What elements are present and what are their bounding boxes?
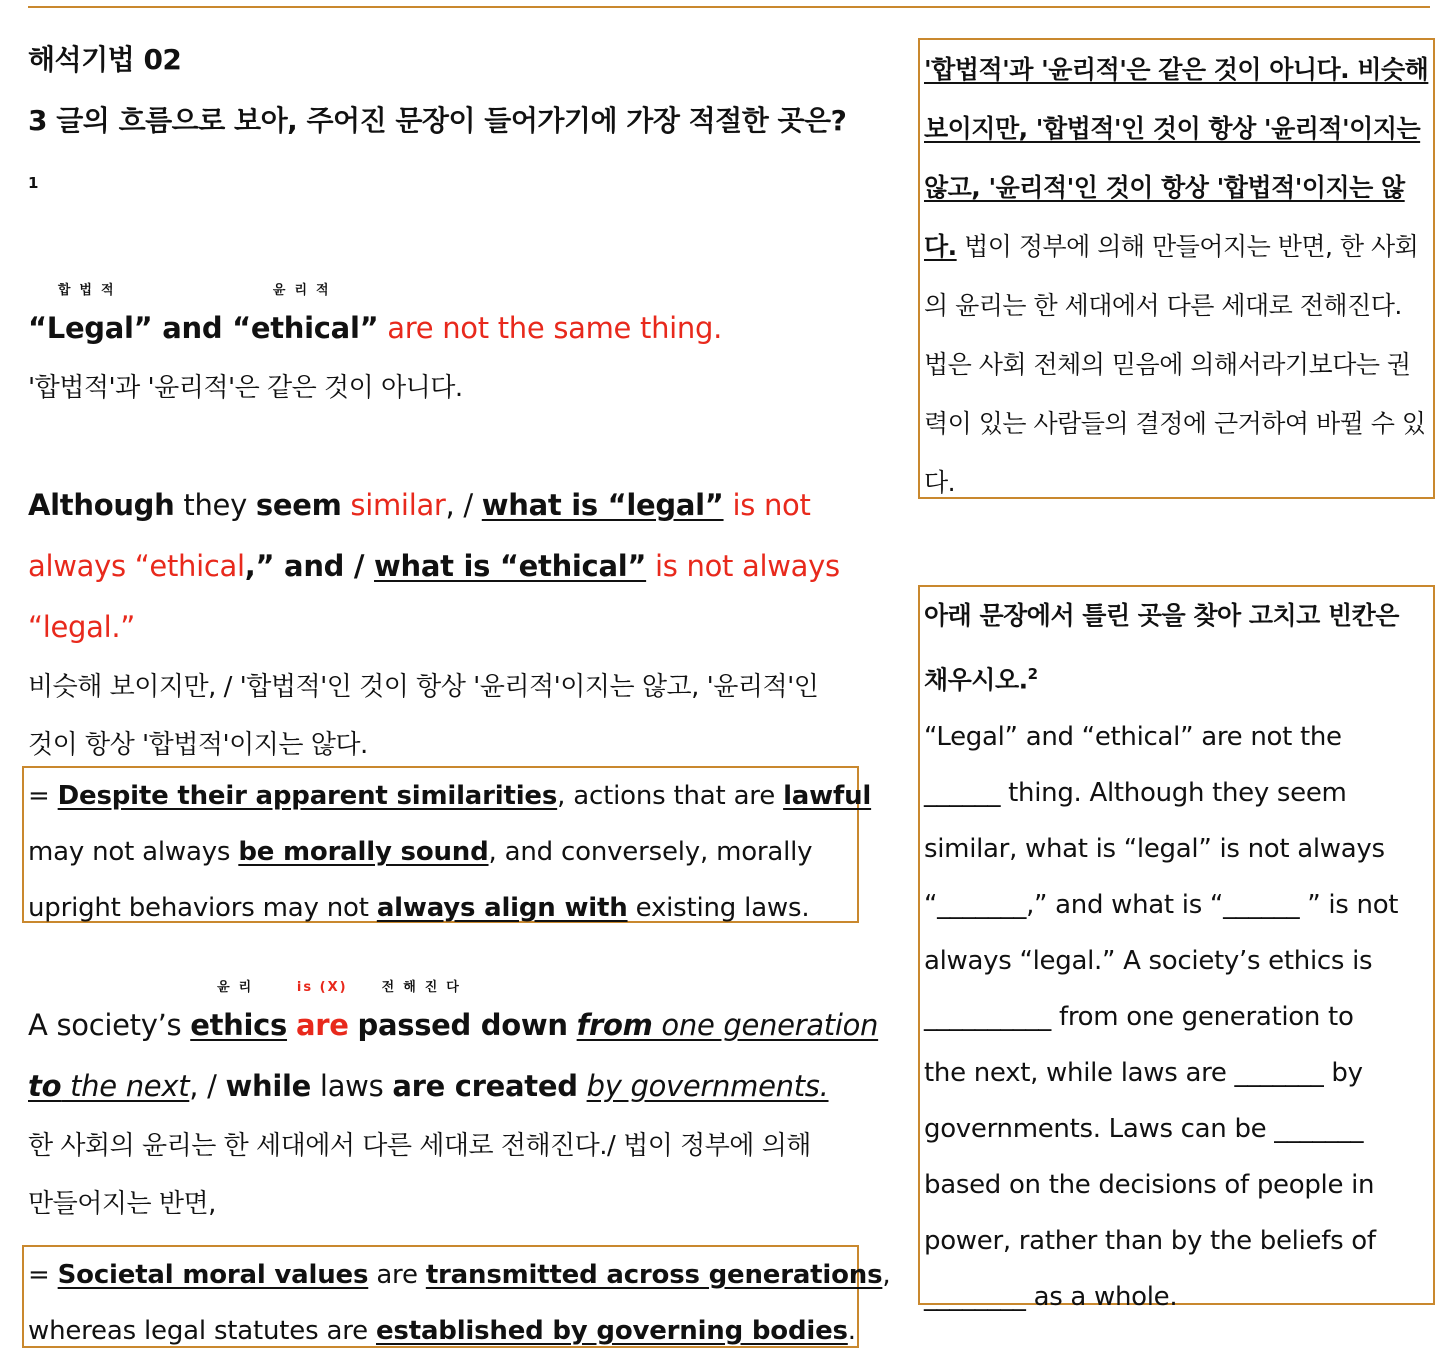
top-rule — [28, 6, 1430, 8]
sentence-3-translation-2: 만들어지는 반면, — [28, 1189, 216, 1219]
word-legal: 합법적 “Legal” — [28, 283, 153, 346]
word-are-error: is (X) are — [295, 980, 349, 1042]
exercise-line: governments. Laws can be _______ — [924, 1114, 1364, 1145]
sentence-2-line-2: always “ethical,” and / what is “ethical” is not always — [28, 549, 840, 584]
exercise-line: “_______,” and what is “______ ” is not — [924, 890, 1399, 921]
question — [28, 90, 848, 220]
paraphrase-box-1: = Despite their apparent similarities, actions that are lawful may not always be morally sound, and conversely, morally upright behaviors may not always align with existing laws. — [22, 766, 859, 923]
exercise-line: similar, what is “legal” is not always — [924, 834, 1385, 865]
sentence-1: 합법적 “Legal” and 윤리적 “ethical” are not the same thing. — [28, 298, 868, 359]
ruby-ethical: 윤리적 — [272, 283, 338, 299]
sentence-2-translation-1: 비슷해 보이지만, / '합법적'인 것이 항상 '윤리적'이지는 않고, '윤리적'인 — [28, 672, 819, 703]
exercise-line: “Legal” and “ethical” are not the — [924, 722, 1342, 753]
sentence-1-translation: '합법적'과 '윤리적'은 같은 것이 아니다. — [28, 373, 463, 404]
translation-key-sentence: '합법적'과 '윤리적'은 같은 것이 아니다. 비슷해 보이지만, '합법적'인 것이 항상 '윤리적'이지는 않고, '윤리적'인 것이 항상 '합법적'이지는 않다. — [924, 55, 1429, 261]
exercise-line: always “legal.” A society’s ethics is — [924, 946, 1373, 977]
paraphrase-box-2: = Societal moral values are transmitted across generations, whereas legal statutes are established by governing bodies. — [22, 1245, 859, 1348]
exercise-line: based on the decisions of people in — [924, 1170, 1375, 1201]
highlight-not-same: are not the same thing. — [378, 311, 723, 346]
phrase-what-is-ethical: what is “ethical” — [374, 549, 647, 584]
footnote-marker: 1 — [28, 174, 38, 192]
left-column — [28, 30, 868, 774]
sentence-3-line-2: to the next, / while laws are created by governments. — [28, 1069, 829, 1103]
sentence-2-translation-2: 것이 항상 '합법적'이지는 않다. — [28, 730, 368, 761]
question-text: 3 글의 흐름으로 보아, 주어진 문장이 들어가기에 가장 적절한 곳은? — [28, 104, 847, 137]
phrase-what-is-legal: what is “legal” — [481, 488, 724, 523]
exercise-line: the next, while laws are _______ by — [924, 1058, 1363, 1089]
translation-rest: 법이 정부에 의해 만들어지는 반면, 한 사회의 윤리는 한 세대에서 다른 세대로 전해진다. 법은 사회 전체의 믿음에 의해서라기보다는 권력이 있는 사람들의 결정에 근거하여 바뀔 수 있다. — [924, 232, 1426, 497]
word-passed-down: 전해진다 passed down — [357, 980, 568, 1042]
word-ethical: 윤리적 “ethical” — [232, 283, 379, 346]
ruby-legal: 합법적 — [57, 283, 123, 299]
exercise-line: ______ thing. Although they seem — [924, 778, 1347, 809]
exercise-line: __________ from one generation to — [924, 1002, 1354, 1033]
exercise-line: ________ as a whole. — [924, 1282, 1178, 1313]
sentence-2-line-3: “legal.” — [28, 610, 136, 645]
word-ethics: 윤리 ethics — [190, 980, 288, 1042]
exercise-line: power, rather than by the beliefs of — [924, 1226, 1376, 1257]
section-label: 해석기법 02 — [28, 43, 182, 76]
translation-box — [918, 38, 1435, 499]
sentence-3-translation-1: 한 사회의 윤리는 한 세대에서 다른 세대로 전해진다./ 법이 정부에 의해 — [28, 1131, 811, 1161]
exercise-box — [918, 585, 1435, 1313]
sentence-3-line-1: A society’s 윤리 ethics is (X) are 전해진다 passed down from one generation — [28, 995, 888, 1056]
sentence-2-line-1: Although they seem similar, / what is “legal” is not — [28, 488, 811, 523]
exercise-title: 아래 문장에서 틀린 곳을 찾아 고치고 빈칸은 채우시오.$^2$ — [924, 601, 1399, 695]
sentence-3 — [28, 980, 888, 1233]
